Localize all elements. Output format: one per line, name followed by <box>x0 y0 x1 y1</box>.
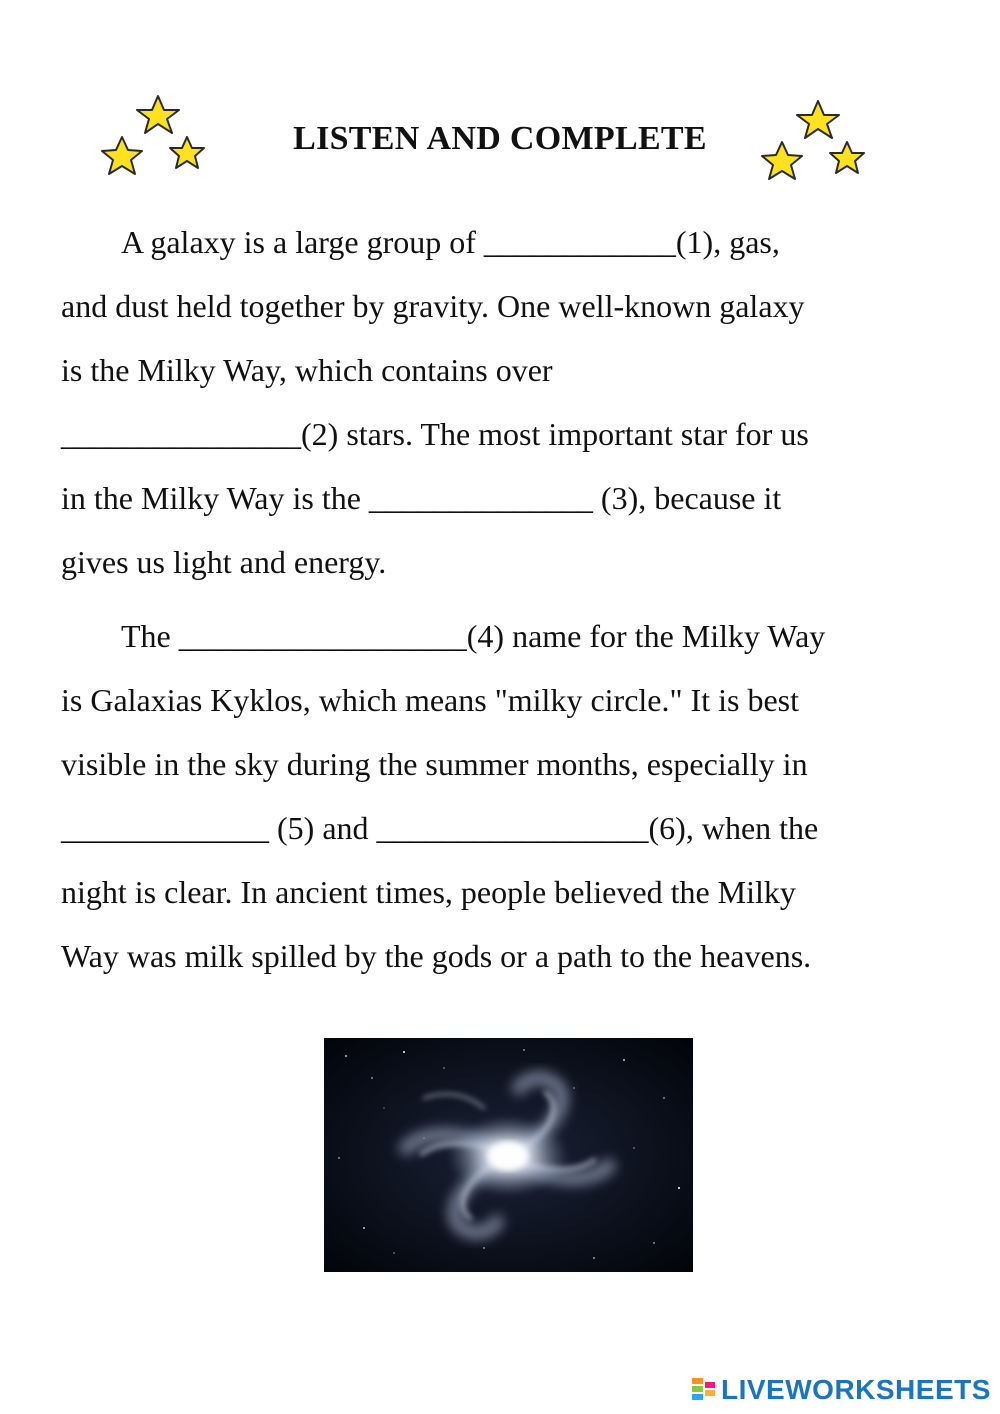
paragraph-1 <box>61 210 941 594</box>
paragraph-line: is Galaxias Kyklos, which means "milky circle." It is best <box>61 682 799 718</box>
paragraph-line: Way was milk spilled by the gods or a path to the heavens. <box>61 938 812 974</box>
paragraph-line: in the Milky Way is the ______________ (3), because it <box>61 480 782 516</box>
paragraph-line: gives us light and energy. <box>61 544 387 580</box>
paragraph-line: and dust held together by gravity. One well-known galaxy <box>61 288 805 324</box>
paragraph-line: visible in the sky during the summer months, especially in <box>61 746 808 782</box>
paragraph-line: _____________ (5) and _________________(6), when the <box>61 810 819 846</box>
liveworksheets-logo <box>691 1372 991 1408</box>
paragraph-line: night is clear. In ancient times, people believed the Milky <box>61 874 796 910</box>
paragraph-line: _______________(2) stars. The most important star for us <box>61 416 809 452</box>
paragraph-line: is the Milky Way, which contains over <box>61 352 553 388</box>
paragraph-line: The __________________(4) name for the Milky Way <box>121 618 826 654</box>
paragraph-line: A galaxy is a large group of ____________(1), gas, <box>121 224 780 260</box>
galaxy-image <box>324 1038 693 1272</box>
page-title: LISTEN AND COMPLETE <box>293 120 707 157</box>
liveworksheets-logo-icon <box>691 1375 717 1405</box>
stars-right-icon <box>755 95 875 195</box>
paragraph-2 <box>61 604 941 988</box>
logo-text: LIVEWORKSHEETS <box>721 1374 991 1405</box>
